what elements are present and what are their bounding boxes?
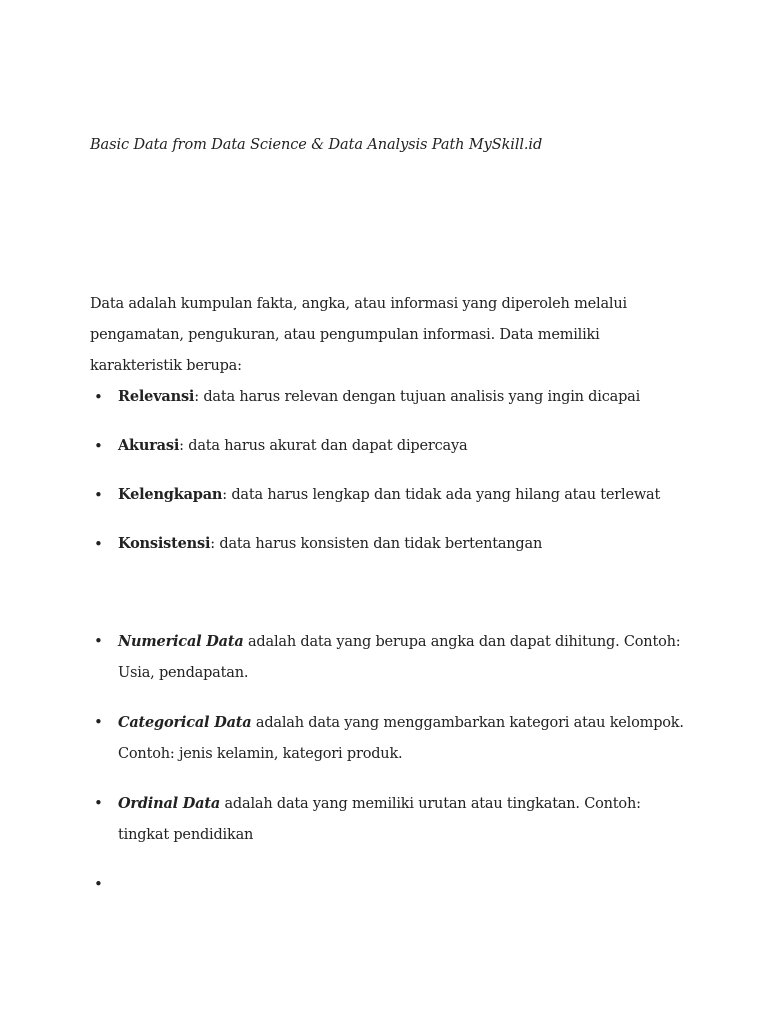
term-description: : data harus lengkap dan tidak ada yang hilang atau terlewat — [222, 487, 661, 503]
list-item-konsistensi — [90, 532, 690, 556]
data-types-list — [90, 626, 690, 918]
intro-paragraph: Data adalah kumpulan fakta, angka, atau informasi yang diperoleh melalui pengamatan, pengukuran, atau pengumpulan informasi. Data memiliki karakteristik berupa: — [90, 296, 627, 374]
list-item-akurasi — [90, 434, 690, 458]
list-item-categorical-data — [90, 707, 690, 770]
term-label: Konsistensi — [118, 535, 211, 552]
term-label: Relevansi — [118, 388, 195, 405]
term-description: : data harus relevan dengan tujuan analisis yang ingin dicapai — [194, 389, 641, 405]
term-description: : data harus akurat dan dapat dipercaya — [179, 438, 468, 454]
term-description: : data harus konsisten dan tidak bertentangan — [210, 536, 543, 552]
term-description: adalah data yang berupa angka dan dapat dihitung. Contoh: Usia, pendapatan. — [118, 634, 681, 681]
term-description: adalah data yang memiliki urutan atau tingkatan. Contoh: tingkat pendidikan — [118, 796, 641, 843]
term-label: Akurasi — [118, 437, 180, 454]
characteristics-list — [90, 385, 690, 581]
list-item-kelengkapan — [90, 483, 690, 507]
document-subtitle: Basic Data from Data Science & Data Analysis Path MySkill.id — [90, 137, 543, 153]
term-label: Categorical Data — [118, 714, 252, 731]
list-item-empty — [90, 869, 690, 900]
term-label: Numerical Data — [118, 633, 244, 650]
term-label: Ordinal Data — [118, 795, 221, 812]
list-item-ordinal-data — [90, 788, 690, 851]
term-label: Kelengkapan — [118, 486, 223, 503]
list-item-numerical-data — [90, 626, 690, 689]
term-description: adalah data yang menggambarkan kategori atau kelompok. Contoh: jenis kelamin, kategori produk. — [118, 715, 684, 762]
list-item-relevansi — [90, 385, 690, 409]
